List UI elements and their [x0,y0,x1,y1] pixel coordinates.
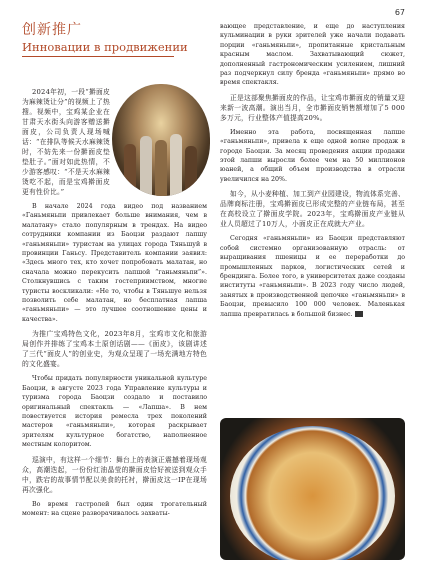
actor-figure [155,140,167,196]
paragraph-ru-6 [220,234,405,319]
paragraph-ru-4: вающее представление, и еще до наступления кульминации в руки зрителей уже начали подавать порции «ганьмяньпи», пропитанные кристальным красным маслом. Захватывающий сюжет, дополненный гастрономическим усилением, лишний раз подчеркнул силу бренда «ганьмяньпи» прямо во время спектакля. [220,23,405,87]
paragraph-zh-1: 2024年初，一段“擀面皮为麻辣烫让分”的视频上了热搜。视频中，宝鸡某企业在甘肃天水街头向游客赠送擀面皮，公司负责人现场喊话：“在排队等候天水麻辣烫时，不妨先来一份擀面皮垫垫肚子。”面对如此热情，不少游客感叹：“不是天水麻辣烫吃不起，而是宝鸡擀面皮更有性价比。” [22,88,110,196]
paragraph-ru-3: Во время гастролей был один трогательный момент: на сцене разворачивалось захваты- [22,500,207,517]
right-column [220,22,405,319]
page-number: 67 [394,8,405,17]
noodle-bowl-photo [220,418,405,560]
paragraph-ru-2: Чтобы придать популярности уникальной культуре Баоцзи, в августе 2023 года Управление культуры и туризма города Баоцзи создало и поставило оригинальный спектакль — «Лапша». В нем повествуется история ремесла трех поколений мастеров «ганьмяньпи», которая раскрывает зрителям культурное богатство, наполненное местным колоритом. [22,375,207,449]
paragraph-ru-1: В начале 2024 года видео под названием «Ганьмяньпи привлекает больше внимания, чем в малатану» стало популярным в трендах. На видео сотрудники компании из Баоцзи раздают лапшу «ганьмяньпи» туристам на улицах города Тяньшуй в провинции Ганьсу. Представитель компании заявил: «Здесь много тех, кто хочет попробовать малатан, но сначала можно перекусить лапшой “ганьмяньпи”». Столкнувшись с таким гостеприимством, многие туристы воскликали: «Не то, чтобы в Тяньшуе нельзя позволить себе малатан, но бесплатная лапша «ганьмяньпи» — это лучшее соотношение цены и качества». [22,203,207,323]
section-title-ru: Инновации в продвижении [22,40,188,54]
actor-figure [170,134,182,196]
actor-figure [140,136,152,196]
stage-performance-photo [112,84,210,196]
paragraph-ru-6-text: Сегодня «ганьмяньпи» из Баоцзи представляют собой системно организованную отрасль: от выращивания пшеницы и ее переработки до промышленных парков, логистических сетей и брендинга. Более того, в университетах даже созданы институты «ганьмяньпи». В 2023 году число людей, занятых в производственной цепочке «ганьмяньпи» в Баоцзи, превысило 100 000 человек. Маленькая лапша превратилась в большой бизнес. [220,235,405,318]
bowl-shape [230,426,395,560]
actor-figure [185,146,197,196]
paragraph-zh-5: 如今，从小麦种植、加工到产业园建设，物流体系完善、品牌商标注册，宝鸡擀面皮已形成完整的产业链布局，甚至在高校设立了擀面皮学院。2023年，宝鸡擀面皮产业链从业人员超过了10万人，小面皮正在成就大产业。 [220,190,405,229]
paragraph-zh-4: 正是这部聚焦擀面皮的作品，让宝鸡市擀面皮的销量又迎来新一波高潮。演出当月，全市擀面皮销售额增加了5 000多万元，行业整体产值提高20%。 [220,93,405,122]
actor-figure [124,144,136,196]
section-title-zh: 创新推广 [22,22,82,38]
paragraph-ru-5: Именно эта работа, посвященная лапше «ганьмяньпи», привела к еще одной волне продаж в городе Баоцзи. За месяц проведения акции продажи этой лапши выросли более чем на 50 миллионов юаней, а общий объем производства в отрасли увеличился на 20%. [220,128,405,183]
end-mark-icon [355,311,363,317]
paragraph-zh-2: 为推广宝鸡特色文化，2023年8月，宝鸡市文化和旅游局创作并排练了宝鸡本土原创话剧——《面皮》，该剧讲述了三代“面皮人”的创业史，为观众呈现了一场充满地方特色的文化盛宴。 [22,330,207,369]
paragraph-zh-3: 巡演中，有这样一个细节：舞台上的表演正震撼着现场观众，高潮迭起，一份份红油晶莹的擀面皮恰好被送到观众手中，跌宕的故事情节配以美食的托衬，擀面皮这一IP在现场再次强化。 [22,455,207,494]
